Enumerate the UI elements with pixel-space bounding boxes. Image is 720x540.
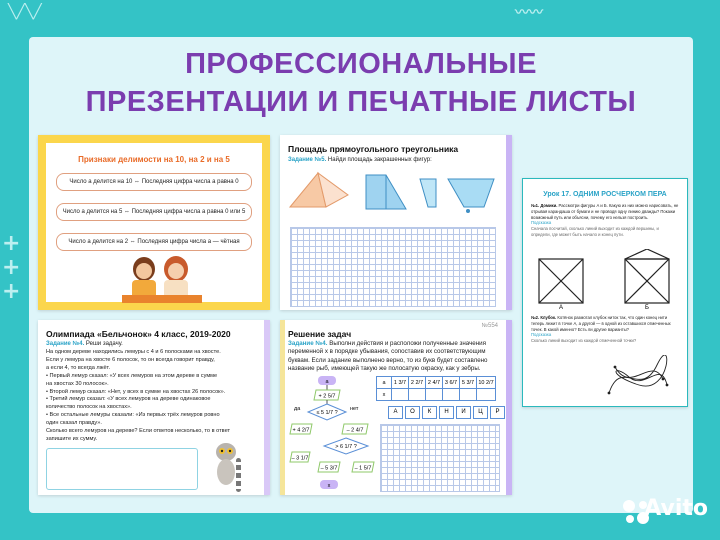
task-2-text: Котёнок размотал клубок ниток так, что один конец нити теперь лежит в точке А, а другой — в одной из оставшихся отмеченных точек. В какой именно? Есть ли другие варианты? (531, 315, 671, 332)
task-line: Сколько всего лемуров на дереве? Если ответов несколько, то в ответ (46, 428, 231, 435)
task-line: а если 4, то всегда лжёт. (46, 364, 111, 371)
students-illustration (122, 253, 202, 303)
table-cell: a (377, 377, 392, 389)
hint-2-label: Подсказка (531, 332, 552, 338)
task-text (288, 156, 432, 164)
rule-item: Число a делится на 10 ⇔ Последняя цифра числа a равна 0 (56, 173, 252, 191)
flow-op4: – 3 1/7 (291, 455, 309, 462)
figure-a-label: А (559, 305, 564, 311)
flowchart (288, 374, 376, 492)
task-lines (46, 349, 266, 444)
table-cell: 5 3/7 (460, 377, 477, 389)
plus-decoration: + + + (2, 231, 21, 304)
task-1-label: №1. Домики. (531, 203, 558, 208)
table-cell (426, 389, 443, 401)
table-cell (477, 389, 496, 401)
slide-title: Решение задач (288, 329, 352, 339)
letter-cell: К (422, 406, 437, 419)
flow-cond2: > 6 1/7 ? (335, 444, 357, 450)
task-line: один сказал правду». (46, 420, 102, 427)
task-line: количество полосок на хвостах». (46, 404, 132, 411)
answer-box (46, 448, 198, 490)
shapes-figure (288, 165, 504, 217)
table-row (377, 377, 496, 389)
answer-grid (290, 227, 496, 307)
slide-number: №554 (481, 323, 498, 329)
header-line-1: ПРОФЕССИОНАЛЬНЫЕ (185, 48, 537, 80)
task-label: Задание №4. (46, 341, 85, 347)
flow-op6: – 1 5/7 (354, 465, 372, 472)
task-text (46, 340, 258, 348)
hint-1-label: Подсказка (531, 220, 552, 226)
table-cell: 3 6/7 (443, 377, 460, 389)
task-line: На одном дереве находились лемуры с 4 и 6 полосками на хвосте. (46, 349, 221, 355)
letters-row (388, 406, 505, 419)
table-cell (443, 389, 460, 401)
table-cell (409, 389, 426, 401)
rule-item: Число a делится на 2 ⇔ Последняя цифра числа a — чётная (56, 233, 252, 251)
task-1-text: Рассмотри фигуры А и Б. Какую из них можно нарисовать, не отрывая карандаша от бумаги и не проводя одну линию дважды? Покажи возможный путь или объясни, почему его нельзя построить. (531, 203, 679, 220)
task-line: • Второй лемур сказал: «Нет, у всех в сумме на хвостах 26 полосок». (46, 388, 226, 395)
slide-olympiad (38, 320, 270, 495)
letter-cell: Р (490, 406, 505, 419)
task-head: Реши задачу. (85, 341, 123, 347)
zigzag-decoration: ╲╱╲╱ (8, 4, 42, 20)
task-2 (531, 315, 679, 344)
task-line: Выполни действия и расположи полученные значения (329, 340, 486, 347)
answer-grid (380, 424, 500, 492)
hint-2-text: Сколько линий выходит из каждой отмеченной точки? (531, 338, 637, 344)
slide-triangle-area (280, 135, 512, 310)
flow-yes: да (294, 406, 301, 412)
slide-title: Площадь прямоугольного треугольника (288, 144, 459, 154)
task-text (288, 340, 506, 374)
task-body: Найди площадь закрашенных фигур: (327, 157, 432, 163)
slide-one-stroke (522, 178, 688, 407)
task-line: запишите их сумму. (46, 435, 98, 442)
slide-title: Урок 17. ОДНИМ РОСЧЕРКОМ ПЕРА (543, 191, 667, 198)
letter-cell: И (456, 406, 471, 419)
letter-cell: Н (439, 406, 454, 419)
flow-cond: ≤ 5 1/7 ? (316, 410, 338, 416)
yarn-figure (601, 355, 677, 401)
houses-figure (533, 249, 679, 313)
task-1 (531, 203, 679, 238)
task-line: на хвостах 30 полосок». (46, 380, 109, 387)
slide-title: Признаки делимости на 10, на 2 и на 5 (78, 155, 230, 164)
table-cell: 2 2/7 (409, 377, 426, 389)
task-line: название рыб, имеющей такую же полосатую окраску, как у зебры. (288, 365, 481, 373)
side-stripe (506, 135, 512, 310)
side-stripe (506, 320, 512, 495)
slide-divisibility (38, 135, 270, 310)
slide-problem-solving (280, 320, 512, 495)
task-label: Задание №5. (288, 157, 327, 163)
flow-op5: – 5 3/7 (320, 465, 338, 472)
flow-op3: – 2 4/7 (346, 427, 364, 434)
task-2-label: №2. Клубок. (531, 315, 557, 320)
task-label: Задание №4. (288, 340, 328, 347)
task-line: • Все остальные лемуры сказали: «Из первых трёх лемуров ровно (46, 412, 220, 419)
zigzag-decoration: 〰〰 (515, 5, 543, 21)
values-table (376, 376, 496, 401)
hint-1-text: Сначала посчитай, сколько линий выходит из каждой вершины, и определи, где может быть начало и конец пути. (531, 226, 659, 237)
table-cell: 1 3/7 (392, 377, 409, 389)
letter-cell: О (405, 406, 420, 419)
task-line: Если у лемура на хвосте 6 полосок, то он всегда говорит правду, (46, 356, 215, 363)
letter-cell: Ц (473, 406, 488, 419)
slide-title: Олимпиада «Бельчонок» 4 класс, 2019-2020 (46, 329, 231, 339)
flow-op2: + 4 2/7 (292, 427, 310, 434)
figure-b-label: Б (645, 305, 649, 311)
flow-end: x (327, 483, 331, 489)
flow-no: нет (350, 406, 359, 412)
table-row (377, 389, 496, 401)
task-line: • Третий лемур сказал: «У всех лемуров на дереве одинаковое (46, 396, 211, 403)
task-line: переменной x в порядке убывания, сопоставив их соответствующим (288, 348, 486, 356)
rule-item: Число a делится на 5 ⇔ Последняя цифра числа a равна 0 или 5 (56, 203, 252, 221)
table-cell (392, 389, 409, 401)
lemur-illustration (202, 438, 254, 494)
table-cell: x (377, 389, 392, 401)
task-line: • Первый лемур сказал: «У всех лемуров на этом дереве в сумме (46, 372, 218, 379)
table-cell: 2 4/7 (426, 377, 443, 389)
avito-watermark: Avito (644, 496, 708, 521)
flow-op1: + 2 5/7 (318, 393, 336, 400)
flow-start: a (325, 379, 329, 385)
letter-cell: А (388, 406, 403, 419)
table-cell: 10 2/7 (477, 377, 496, 389)
header-line-2: ПРЕЗЕНТАЦИИ И ПЕЧАТНЫЕ ЛИСТЫ (85, 86, 637, 118)
table-cell (460, 389, 477, 401)
side-stripe (280, 320, 285, 495)
task-line: буквам. Если задание выполнено верно, то из букв будет составлено (288, 356, 488, 364)
